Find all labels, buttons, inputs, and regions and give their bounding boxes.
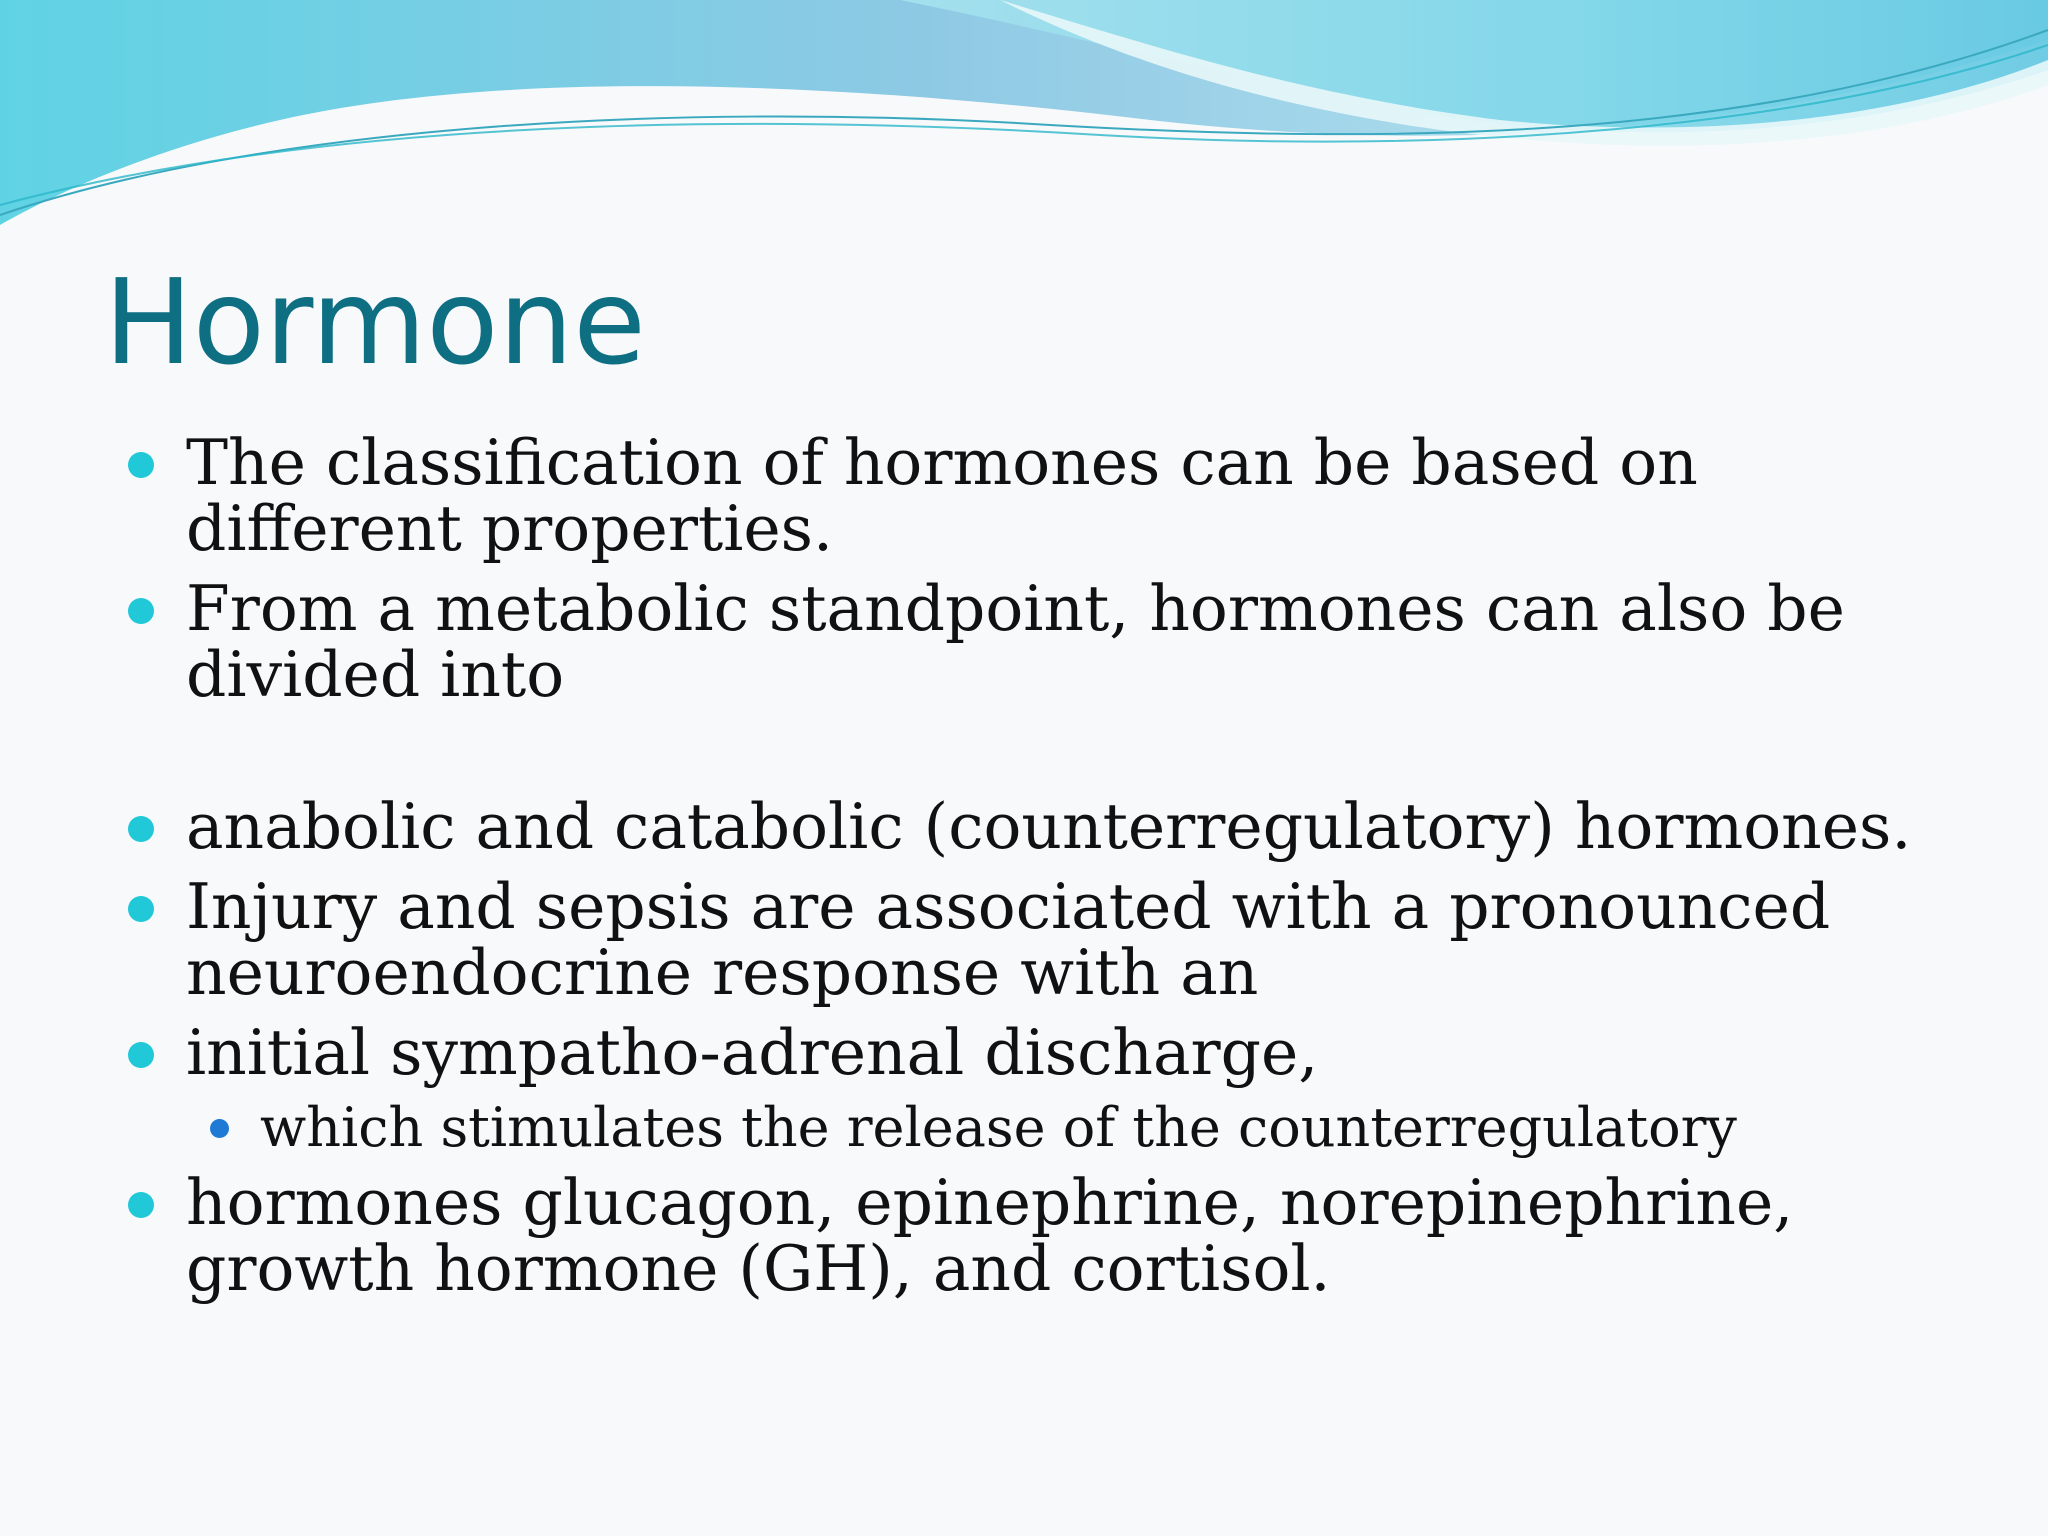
bullet-dot-icon [128,598,154,624]
header-wave-decoration [0,0,2048,240]
bullet-item [128,790,1988,863]
bullet-item [128,870,1988,1009]
bullet-text: Injury and sepsis are associated with a pronounced neuroendocrine response with an [186,870,1831,1009]
bullet-dot-icon [128,816,154,842]
bullet-dot-icon [128,1042,154,1068]
bullet-item [128,572,1988,711]
bullet-text: The classification of hormones can be based on different properties. [186,426,1698,565]
bullet-text: hormones glucagon, epinephrine, norepinephrine, growth hormone (GH), and cortisol. [186,1166,1794,1305]
bullet-text: initial sympatho-adrenal discharge, [186,1016,1319,1089]
bullet-dot-icon [128,1192,154,1218]
bullet-list [128,426,1988,1305]
bullet-item [128,426,1988,565]
bullet-item [128,1016,1988,1089]
bullet-dot-icon [128,896,154,922]
bullet-item [128,1166,1988,1305]
sub-bullet-text: which stimulates the release of the counterregulatory [260,1096,1737,1159]
slide-title: Hormone [104,253,646,391]
bullet-text: From a metabolic standpoint, hormones can also be divided into [186,572,1845,711]
sub-bullet-dot-icon [210,1119,229,1138]
bullet-dot-icon [128,452,154,478]
sub-bullet-item [210,1098,1988,1158]
bullet-text: anabolic and catabolic (counterregulatory) hormones. [186,790,1912,863]
